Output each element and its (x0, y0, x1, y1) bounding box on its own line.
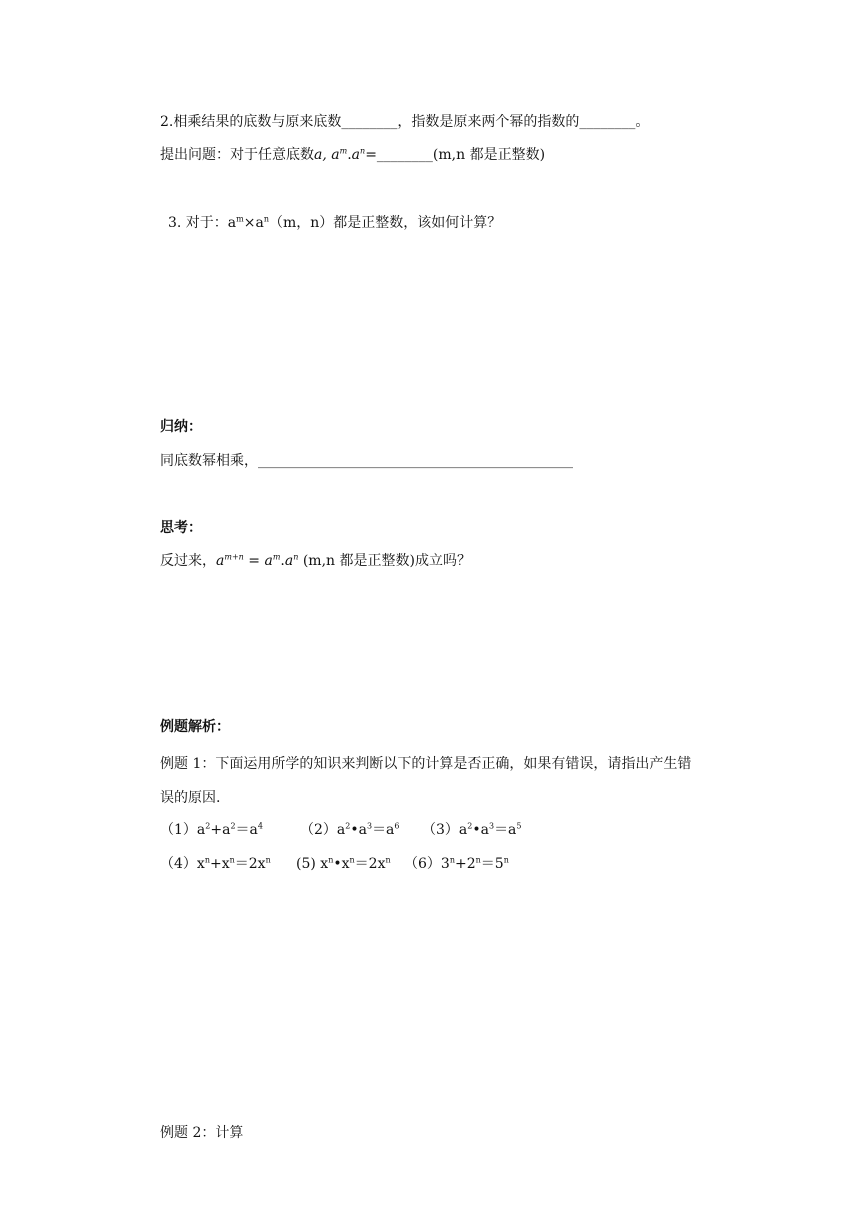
item-exp: n (349, 855, 355, 865)
item-exp: n (229, 855, 235, 865)
item-exp: 6 (394, 821, 400, 831)
item-exp: 3 (366, 821, 373, 831)
example-1-line-1: 例题 1：下面运用所学的知识来判断以下的计算是否正确，如果有错误，请指出产生错 (160, 756, 692, 772)
item-exp: 5 (516, 821, 522, 831)
item-label: （6）3 (404, 856, 450, 872)
item-3-exp-m: m (236, 214, 244, 224)
exp-n: n (360, 146, 366, 156)
example-item-4 (160, 854, 271, 874)
item-3-suffix: （m，n）都是正整数，该如何计算？ (268, 215, 502, 231)
item-3-mid: ×a (243, 215, 264, 231)
item-3-exp-n: n (263, 214, 269, 224)
item-label: （1）a (160, 822, 206, 838)
think-exp-mn: m+n (224, 552, 244, 562)
item-mid: +a (210, 822, 231, 838)
item-exp: n (475, 855, 481, 865)
item-exp: n (328, 855, 334, 865)
summary-line: 同底数幂相乘，_____________________________________________ (160, 453, 573, 469)
item-mid: +2 (454, 856, 476, 872)
examples-heading: 例题解析： (160, 719, 230, 735)
example-1-line-2: 误的原因. (160, 790, 221, 806)
item-mid: •a (472, 822, 489, 838)
item-exp: n (204, 855, 210, 865)
question-prefix: 提出问题：对于任意底数 (160, 147, 314, 163)
think-exp-n: n (293, 552, 299, 562)
item-label: （3）a (422, 822, 468, 838)
item-eq: ＝2x (354, 856, 386, 872)
think-line (160, 551, 471, 571)
example-item-6 (404, 854, 509, 874)
item-label: （4）x (160, 856, 205, 872)
example-2-line: 例题 2：计算 (160, 1125, 244, 1141)
item-exp: 2 (230, 821, 236, 831)
item-eq: ＝5 (480, 856, 504, 872)
think-heading: 思考： (160, 520, 202, 536)
example-item-5 (296, 854, 391, 874)
comma: , (322, 147, 332, 163)
line-2-text: 2.相乘结果的底数与原来底数________，指数是原来两个幂的指数的________。 (160, 114, 650, 130)
item-exp: n (503, 855, 509, 865)
item-exp: n (385, 855, 391, 865)
think-a1: a (216, 553, 225, 569)
item-eq: ＝a (235, 822, 258, 838)
item-3-prefix: 3. 对于：a (168, 215, 237, 231)
think-exp-m: m (272, 552, 281, 562)
think-a3: a (284, 553, 294, 569)
think-prefix: 反过来， (160, 553, 216, 569)
example-item-1 (160, 820, 263, 840)
question-line (160, 145, 545, 165)
item-mid: •a (350, 822, 367, 838)
exp-m: m (339, 146, 348, 156)
item-eq: ＝2x (234, 856, 266, 872)
item-mid: +x (209, 856, 230, 872)
a-base-2: a (351, 147, 361, 163)
fill-blank-line-2 (160, 112, 649, 132)
base-a: a (314, 147, 323, 163)
item-label: (5) x (296, 856, 329, 872)
a-base: a (331, 147, 340, 163)
item-mid: •x (333, 856, 350, 872)
question-suffix: =________(m,n 都是正整数) (365, 147, 546, 163)
item-exp: 4 (257, 821, 263, 831)
think-a2: a (264, 553, 273, 569)
item-exp: n (449, 855, 455, 865)
item-eq: ＝a (494, 822, 517, 838)
dot: . (347, 147, 352, 163)
item-3-line (168, 213, 501, 233)
example-item-2 (300, 820, 400, 840)
item-eq: ＝a (372, 822, 395, 838)
think-suffix: (m,n 都是正整数)成立吗？ (298, 553, 471, 569)
item-exp: 2 (345, 821, 351, 831)
summary-heading: 归纳： (160, 419, 202, 435)
think-dot: . (280, 553, 285, 569)
item-exp: 2 (205, 821, 211, 831)
item-exp: 3 (488, 821, 495, 831)
item-exp: 2 (467, 821, 473, 831)
item-exp: n (265, 855, 271, 865)
think-eq: = (243, 553, 265, 569)
example-item-3 (422, 820, 522, 840)
item-label: （2）a (300, 822, 346, 838)
